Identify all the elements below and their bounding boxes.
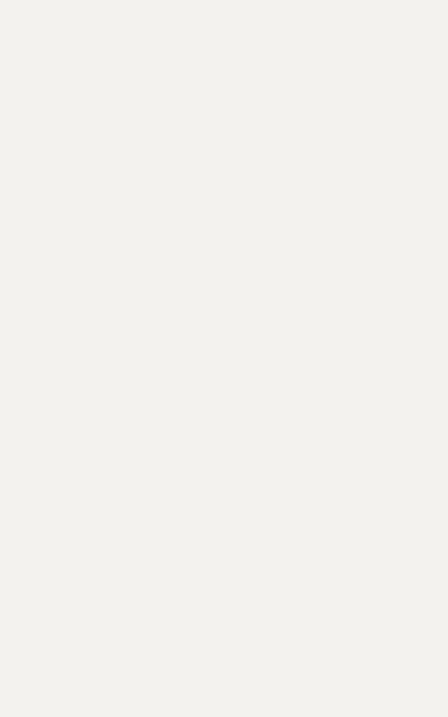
page [5,0,437,39]
